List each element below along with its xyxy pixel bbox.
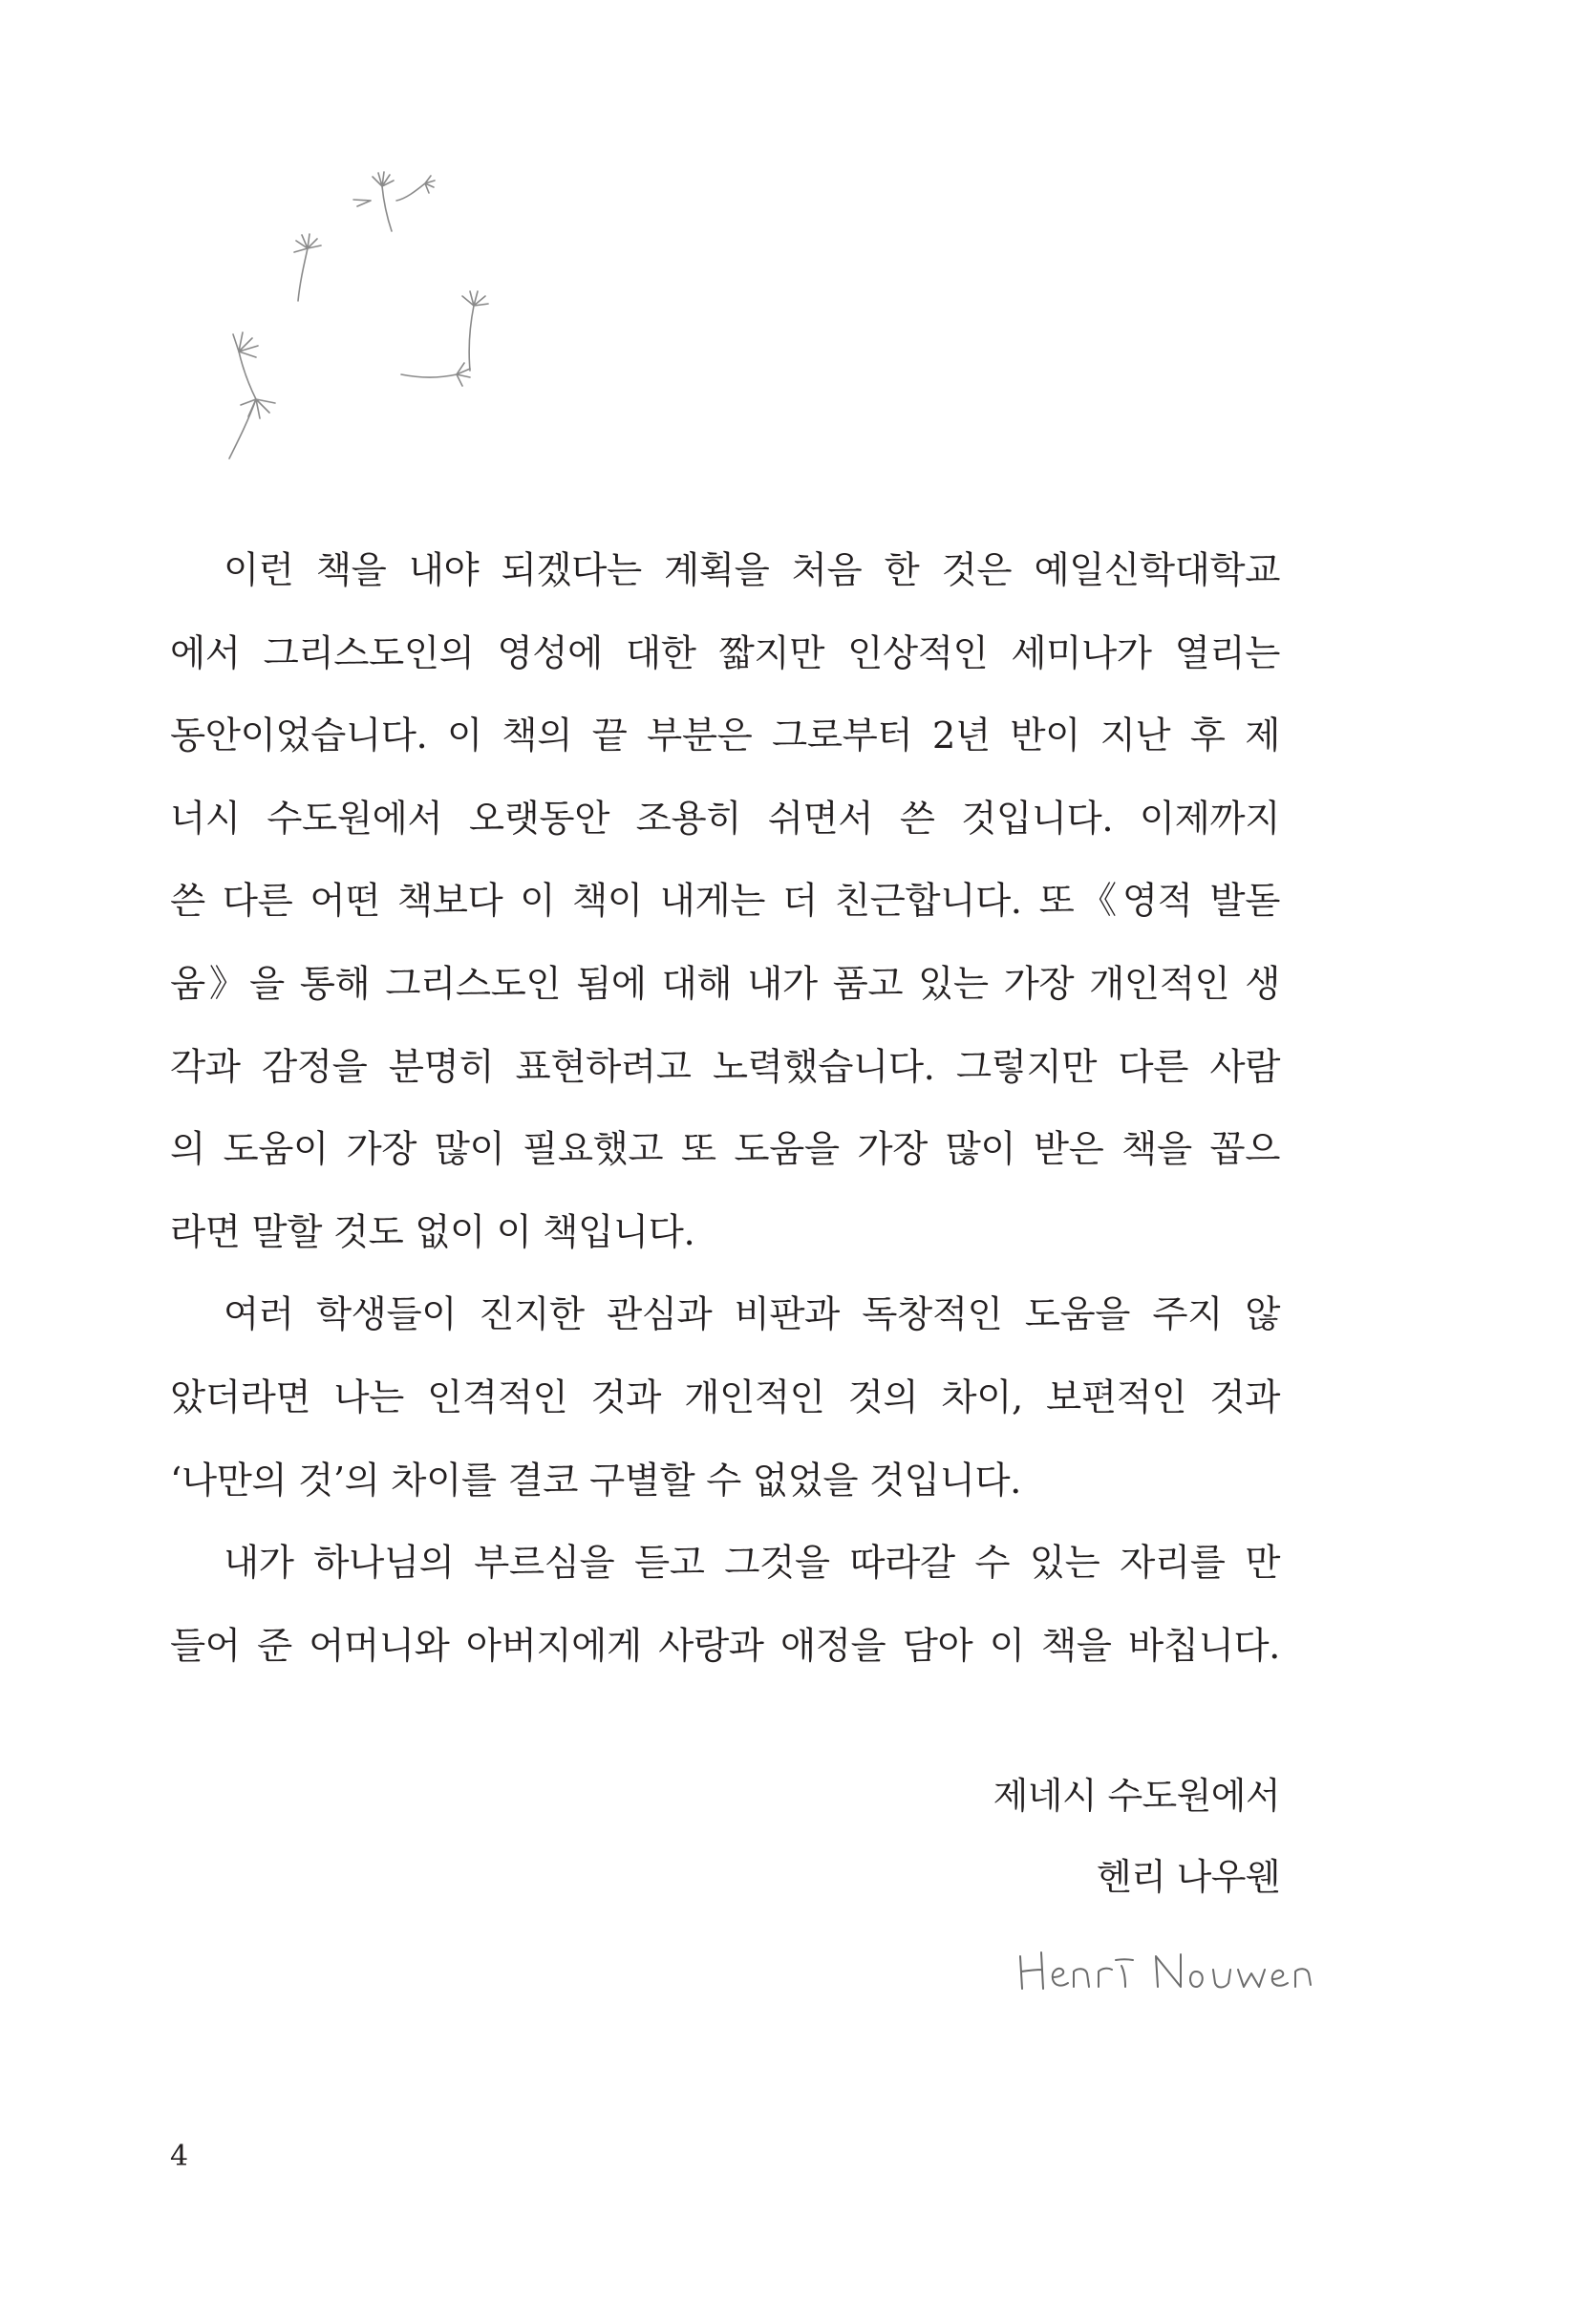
text-line: 여러 학생들이 진지한 관심과 비판과 독창적인 도움을 주지 않 [224,1293,1280,1337]
text-line: 각과 감정을 분명히 표현하려고 노력했습니다. 그렇지만 다른 사람 [170,1045,1280,1089]
text-line: ‘나만의 것’의 차이를 결코 구별할 수 없었을 것입니다. [170,1459,1021,1503]
text-line: 동안이었습니다. 이 책의 끝 부분은 그로부터 2년 반이 지난 후 제 [170,714,1280,758]
closing-author: 헨리 나우웬 [1096,1856,1280,1898]
page-number: 4 [170,2140,189,2173]
seed-illustration [294,234,321,301]
seed-illustration [401,291,488,386]
text-line: 너시 수도원에서 오랫동안 조용히 쉬면서 쓴 것입니다. 이제까지 [170,797,1280,841]
text-line: 들어 준 어머니와 아버지에게 사랑과 애정을 담아 이 책을 바칩니다. [170,1624,1280,1668]
text-line: 라면 말할 것도 없이 이 책입니다. [170,1210,695,1254]
closing-place: 제네시 수도원에서 [993,1775,1280,1817]
text-line: 았더라면 나는 인격적인 것과 개인적인 것의 차이, 보편적인 것과 [170,1375,1280,1419]
text-line: 이런 책을 내야 되겠다는 계획을 처음 한 것은 예일신학대학교 [224,549,1280,592]
closing-block [993,1756,1280,1918]
text-line: 의 도움이 가장 많이 필요했고 또 도움을 가장 많이 받은 책을 꼽으 [170,1128,1280,1172]
seed-illustration [353,172,435,231]
text-line: 쓴 다른 어떤 책보다 이 책이 내게는 더 친근합니다. 또《영적 발돋 [170,880,1280,924]
text-line: 에서 그리스도인의 영성에 대한 짧지만 인상적인 세미나가 열리는 [170,631,1280,675]
text-line: 내가 하나님의 부르심을 듣고 그것을 따라갈 수 있는 자리를 만 [224,1542,1280,1586]
body-text [170,530,1280,1688]
dandelion-seeds-icon [220,162,535,468]
seed-illustration [229,332,275,458]
text-line: 움》을 통해 그리스도인 됨에 대해 내가 품고 있는 가장 개인적인 생 [170,962,1280,1006]
handwritten-signature [1013,1928,1328,2004]
